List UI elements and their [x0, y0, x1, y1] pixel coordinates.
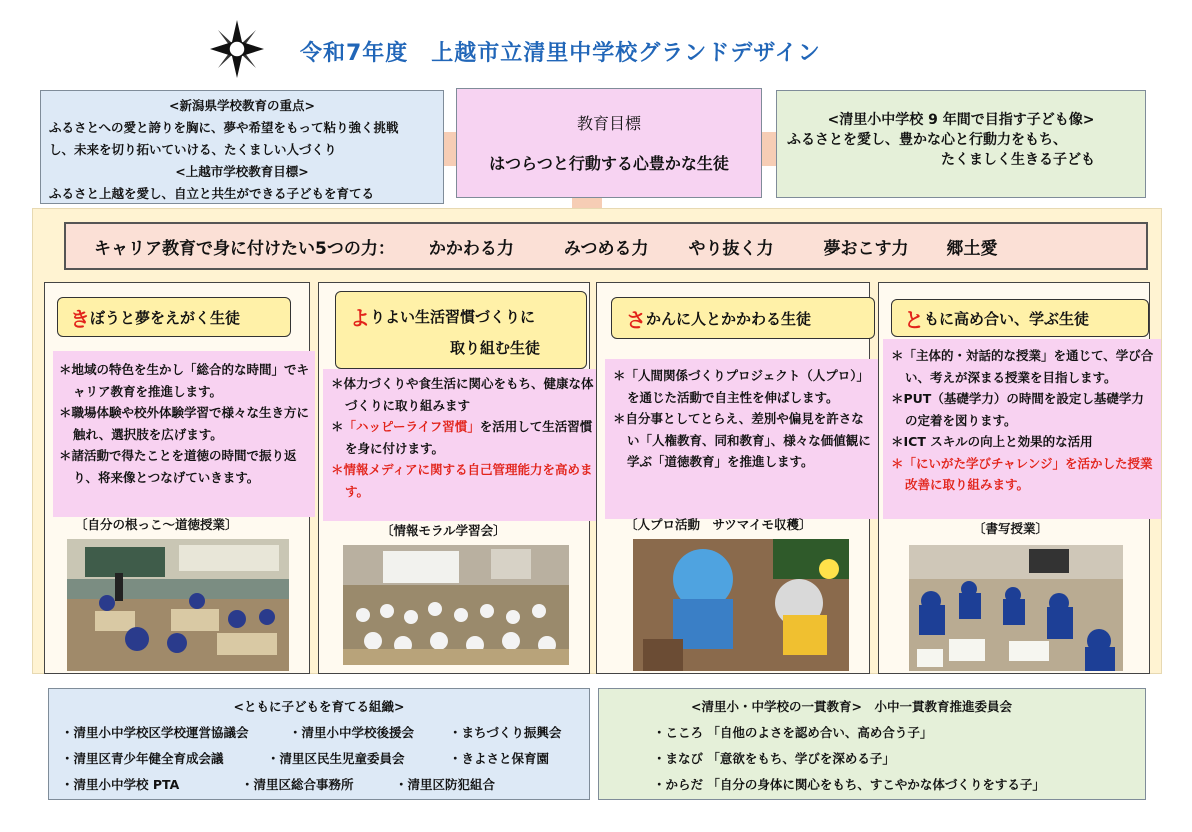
org-1-1: ・清里小中学校区学校運営協議会: [61, 725, 249, 740]
column-ki-body: ＊地域の特色を生かし「総合的な時間」でキャリア教育を推進します。 ＊職場体験や校外体験学習で様々な生き方に触れ、選択肢を広げます。 ＊諸活動で得たことを道徳の時間で振り返り、将来像とつなげていきます。: [53, 351, 315, 517]
org-3-3: ・清里区防犯組合: [395, 777, 496, 792]
org-3-2: ・清里区総合事務所: [241, 777, 354, 792]
column-yo-caption: 〔情報モラル学習会〕: [381, 523, 506, 538]
city-goal-heading: <上越市学校教育目標>: [175, 164, 309, 179]
prefecture-heading: <新潟県学校教育の重点>: [169, 98, 315, 113]
education-goal-box: [456, 88, 762, 198]
prefecture-line-2: し、未来を切り拓いていける、たくましい人づくり: [49, 142, 337, 157]
integrated-heading: <清里小・中学校の一貫教育> 小中一貫教育推進委員会: [691, 699, 1012, 714]
column-ki-title: き ぼうと夢をえがく生徒: [57, 297, 291, 337]
career-label: キャリア教育で身に付けたい5つの力：: [94, 238, 395, 259]
page-title: 令和7年度 上越市立清里中学校グランドデザイン: [300, 41, 821, 66]
child-image-line-2: たくましく生きる子ども: [941, 152, 1095, 168]
calligraphy-photo: [909, 545, 1123, 671]
column-sa-body: ＊「人間関係づくりプロジェクト（人プロ）」を通じた活動で自主性を伸ばします。 ＊自分事としてとらえ、差別や偏見を許さない「人権教育、同和教育」、様々な価値観に学ぶ「道徳教育」を推進します。: [605, 359, 881, 519]
org-3-1: ・清里小中学校 PTA: [61, 777, 180, 792]
column-to-caption: 〔書写授業〕: [973, 521, 1049, 536]
gym-lecture-photo: [343, 545, 569, 665]
integrated-line-3: ・からだ 「自分の身体に関心をもち、すこやかな体づくりをする子」: [653, 777, 1045, 792]
child-image-heading: <清里小中学校 9 年間で目指す子ども像>: [827, 112, 1095, 128]
child-image-line-1: ふるさとを愛し、豊かな心と行動力をもち、: [787, 132, 1067, 148]
column-yo-body: ＊体力づくりや食生活に関心をもち、健康な体づくりに取り組みます ＊「ハッピーライフ習慣」を活用して生活習慣を身に付けます。 ＊情報メディアに関する自己管理能力を高めます。: [323, 369, 601, 521]
column-to-body: ＊「主体的・対話的な授業」を通じて、学び合い、考えが深まる授業を目指します。 ＊PUT（基礎学力）の時間を設定し基礎学力の定着を図ります。 ＊ICT スキルの向上と効果的な活用 ＊「にいがた学びチャレンジ」を活かした授業改善に取り組みます。: [883, 339, 1161, 519]
column-ki: [44, 282, 310, 674]
career-power-2: みつめる力: [563, 238, 649, 259]
org-2-2: ・清里区民生児童委員会: [267, 751, 405, 766]
education-goal-label: 教育目標: [576, 114, 641, 133]
column-sa: [596, 282, 870, 674]
column-ki-caption: 〔自分の根っこ～道徳授業〕: [75, 517, 238, 532]
integrated-line-1: ・こころ 「自他のよさを認め合い、高め合う子」: [653, 725, 933, 740]
career-power-5: 郷土愛: [946, 238, 998, 259]
org-2-3: ・きよさと保育園: [449, 751, 550, 766]
org-1-2: ・清里小中学校後援会: [289, 725, 415, 740]
org-2-1: ・清里区青少年健全育成会議: [61, 751, 224, 766]
column-to-title: と もに高め合い、学ぶ生徒: [891, 299, 1149, 337]
prefecture-focus-box: [40, 90, 444, 204]
career-power-1: かかわる力: [428, 238, 514, 259]
connector-right: [760, 132, 776, 166]
career-power-3: やり抜く力: [688, 238, 774, 259]
community-heading: <ともに子どもを育てる組織>: [233, 699, 405, 714]
column-to: [878, 282, 1154, 674]
education-goal-text: はつらつと行動する心豊かな生徒: [489, 154, 729, 173]
city-goal-line: ふるさと上越を愛し、自立と共生ができる子どもを育てる: [49, 186, 375, 201]
integrated-education-box: [598, 688, 1146, 800]
column-sa-caption: 〔人プロ活動 サツマイモ収穫〕: [625, 517, 812, 532]
potato-harvest-photo: [633, 539, 849, 671]
column-sa-title: さ かんに人とかかわる生徒: [611, 297, 875, 339]
column-yo: [318, 282, 594, 674]
career-power-4: 夢おこす力: [823, 238, 909, 259]
column-yo-title: よ りよい生活習慣づくりに 取り組む生徒: [335, 291, 587, 369]
integrated-line-2: ・まなび 「意欲をもち、学びを深める子」: [653, 751, 895, 766]
prefecture-line-1: ふるさとへの愛と誇りを胸に、夢や希望をもって粘り強く挑戦: [49, 120, 399, 135]
org-1-3: ・まちづくり振興会: [449, 725, 562, 740]
community-organizations-box: [48, 688, 590, 800]
child-image-box: [776, 90, 1146, 198]
career-bar: [64, 222, 1148, 270]
classroom-photo: [67, 539, 289, 671]
school-emblem-icon: [206, 18, 268, 80]
connector-left: [442, 132, 456, 166]
